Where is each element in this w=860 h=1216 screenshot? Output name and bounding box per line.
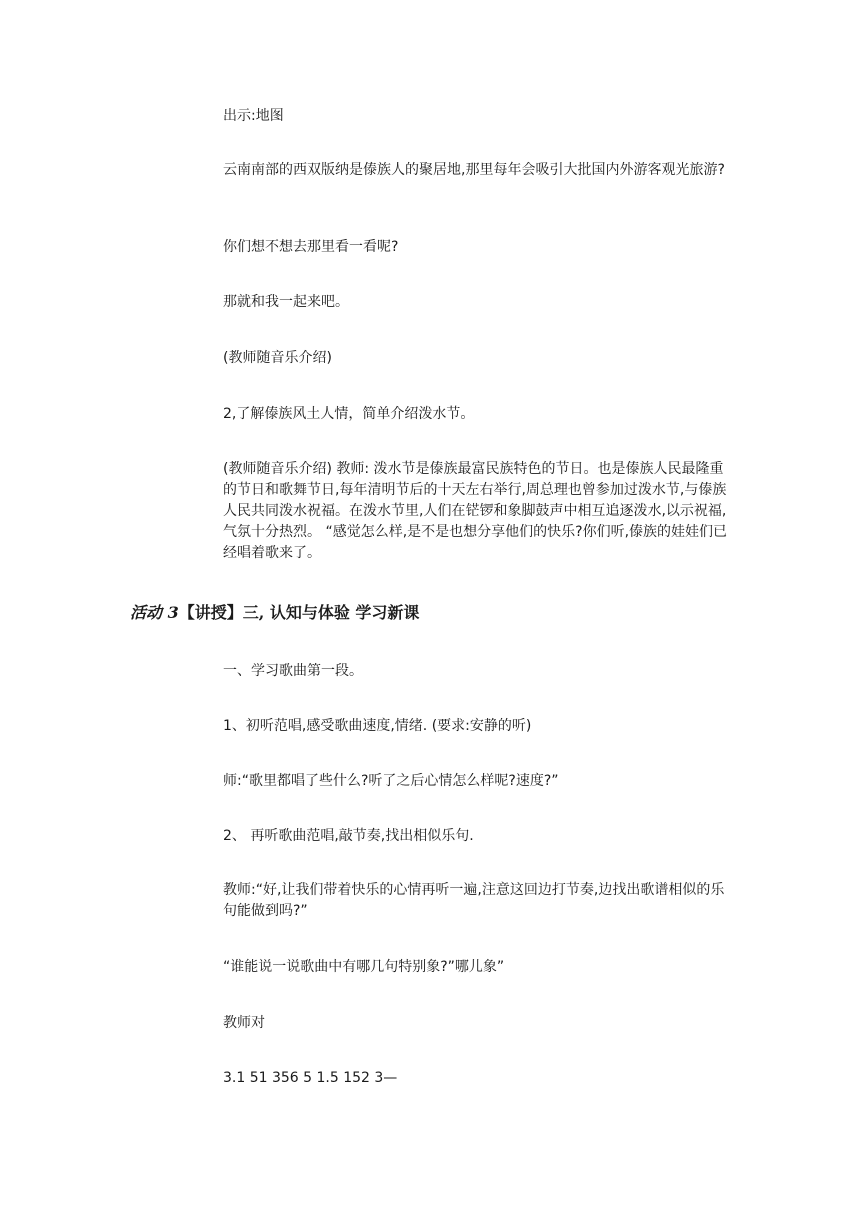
paragraph-come-with-me: 那就和我一起来吧。 — [223, 294, 349, 310]
paragraph-xishuangbanna: 云南南部的西双版纳是傣族人的聚居地,那里每年会吸引大批国内外游客观光旅游? — [223, 162, 725, 178]
paragraph-teacher-to: 教师对 — [223, 1015, 265, 1031]
activity-heading — [130, 602, 750, 624]
activity-number: 活动 3 — [130, 603, 179, 622]
paragraph-show-map: 出示:地图 — [223, 108, 284, 124]
paragraph-first-listen: 1、初听范唱,感受歌曲速度,情绪. (要求:安静的听) — [223, 718, 532, 734]
activity-title: 【讲授】三, 认知与体验 学习新课 — [178, 603, 420, 622]
paragraph-notation: 3.1 51 356 5 1.5 152 3— — [223, 1070, 398, 1086]
paragraph-teacher-rhythm: 教师:“好,让我们带着快乐的心情再听一遍,注意这回边打节奏,边找出歌谱相似的乐句能做到吗?” — [223, 882, 725, 919]
paragraph-teacher-music-intro: (教师随音乐介绍) — [223, 350, 332, 366]
paragraph-want-to-go: 你们想不想去那里看一看呢? — [223, 239, 399, 255]
paragraph-second-listen: 2、 再听歌曲范唱,敲节奏,找出相似乐句. — [223, 828, 474, 844]
paragraph-similar-phrases: “谁能说一说歌曲中有哪几句特别象?”哪儿象” — [223, 959, 505, 975]
paragraph-water-festival: (教师随音乐介绍) 教师: 泼水节是傣族最富民族特色的节日。也是傣族人民最隆重的节日和歌舞节日,每年清明节后的十天左右举行,周总理也曾参加过泼水节,与傣族人民共同泼水祝福。在泼水节里,人们在铓锣和象脚鼓声中相互追逐泼水,以示祝福,气氛十分热烈。 “感觉怎么样,是不是也想分享他们的快乐?你们听,傣族的娃娃们已经唱着歌来了。 — [223, 461, 728, 561]
paragraph-learn-first-verse: 一、学习歌曲第一段。 — [223, 663, 363, 679]
paragraph-teacher-question: 师:“歌里都唱了些什么?听了之后心情怎么样呢?速度?” — [223, 773, 559, 789]
paragraph-dai-customs: 2,了解傣族风土人情，简单介绍泼水节。 — [223, 406, 475, 422]
